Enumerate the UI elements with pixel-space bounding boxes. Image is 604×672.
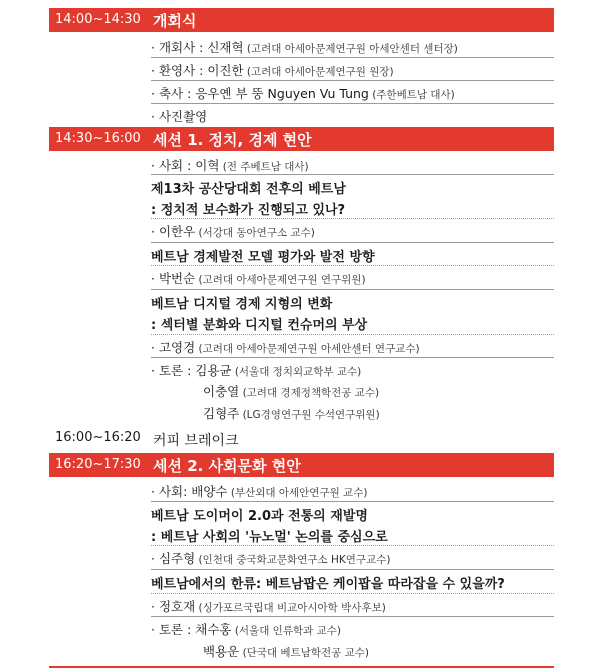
divider <box>151 545 554 546</box>
talk-title: 베트남 디지털 경제 지형의 변화 <box>151 297 333 312</box>
discussant-item: · 토론 : 채수홍 (서울대 인류학과 교수) <box>151 622 341 637</box>
section-header-opening <box>49 8 554 32</box>
moderator-item: · 사회: 배양수 (부산외대 아세안연구원 교수) <box>151 484 368 499</box>
speaker-item: · 정호재 (싱가포르국립대 비교아시아학 박사후보) <box>151 599 386 614</box>
discussant-item: · 토론 : 김용균 (서울대 정치외교학부 교수) <box>151 363 362 378</box>
agenda-item: · 축사 : 응우옌 부 뚱 Nguyen Vu Tung (주한베트남 대사) <box>151 86 455 101</box>
divider <box>151 593 554 594</box>
divider <box>151 218 554 219</box>
divider <box>151 289 554 290</box>
speaker-item: · 이한우 (서강대 동아연구소 교수) <box>151 224 315 239</box>
divider <box>151 357 554 358</box>
bottom-rule <box>49 666 554 668</box>
session-time: 14:30~16:00 <box>55 131 141 146</box>
talk-title: 베트남 경제발전 모델 평가와 발전 방향 <box>151 250 375 265</box>
agenda-item: · 사진촬영 <box>151 109 208 124</box>
talk-title: 베트남 도이머이 2.0과 전통의 재발명 <box>151 509 368 524</box>
divider <box>151 569 554 570</box>
section-header-session-2 <box>49 453 554 477</box>
agenda-item: · 개회사 : 신재혁 (고려대 아세아문제연구원 아세안센터 센터장) <box>151 40 458 55</box>
session-title: 커피 브레이크 <box>153 433 239 449</box>
session-time: 16:20~17:30 <box>55 457 141 472</box>
session-time: 14:00~14:30 <box>55 12 141 27</box>
moderator-item: · 사회 : 이혁 (전 주베트남 대사) <box>151 158 309 173</box>
divider <box>151 242 554 243</box>
divider <box>151 334 554 335</box>
divider <box>151 57 554 58</box>
talk-title: 베트남에서의 한류: 베트남팝은 케이팝을 따라잡을 수 있을까? <box>151 577 505 592</box>
discussant-item: 김형주 (LG경영연구원 수석연구위원) <box>203 406 380 421</box>
session-title: 세션 2. 사회문화 현안 <box>153 457 301 475</box>
talk-subtitle: : 베트남 사회의 '뉴노멀' 논의를 중심으로 <box>151 530 388 545</box>
break-row <box>0 430 604 450</box>
speaker-item: · 고영경 (고려대 아세아문제연구원 아세안센터 연구교수) <box>151 340 420 355</box>
divider <box>151 80 554 81</box>
talk-title: 제13차 공산당대회 전후의 베트남 <box>151 182 346 197</box>
session-title: 개회식 <box>153 12 197 30</box>
divider <box>151 501 554 502</box>
talk-subtitle: : 섹터별 분화와 디지털 컨슈머의 부상 <box>151 318 368 333</box>
session-time: 16:00~16:20 <box>55 430 141 445</box>
session-title: 세션 1. 정치, 경제 현안 <box>153 131 312 149</box>
speaker-item: · 박번순 (고려대 아세아문제연구원 연구위원) <box>151 271 366 286</box>
divider <box>151 174 554 175</box>
talk-subtitle: : 정치적 보수화가 진행되고 있나? <box>151 203 346 218</box>
section-header-session-1 <box>49 127 554 151</box>
agenda-item: · 환영사 : 이진한 (고려대 아세아문제연구원 원장) <box>151 63 394 78</box>
divider <box>151 616 554 617</box>
discussant-item: 백용운 (단국대 베트남학전공 교수) <box>203 644 370 659</box>
speaker-item: · 심주형 (인천대 중국화교문화연구소 HK연구교수) <box>151 551 391 566</box>
discussant-item: 이충열 (고려대 경제정책학전공 교수) <box>203 384 380 399</box>
divider <box>151 103 554 104</box>
divider <box>151 265 554 266</box>
